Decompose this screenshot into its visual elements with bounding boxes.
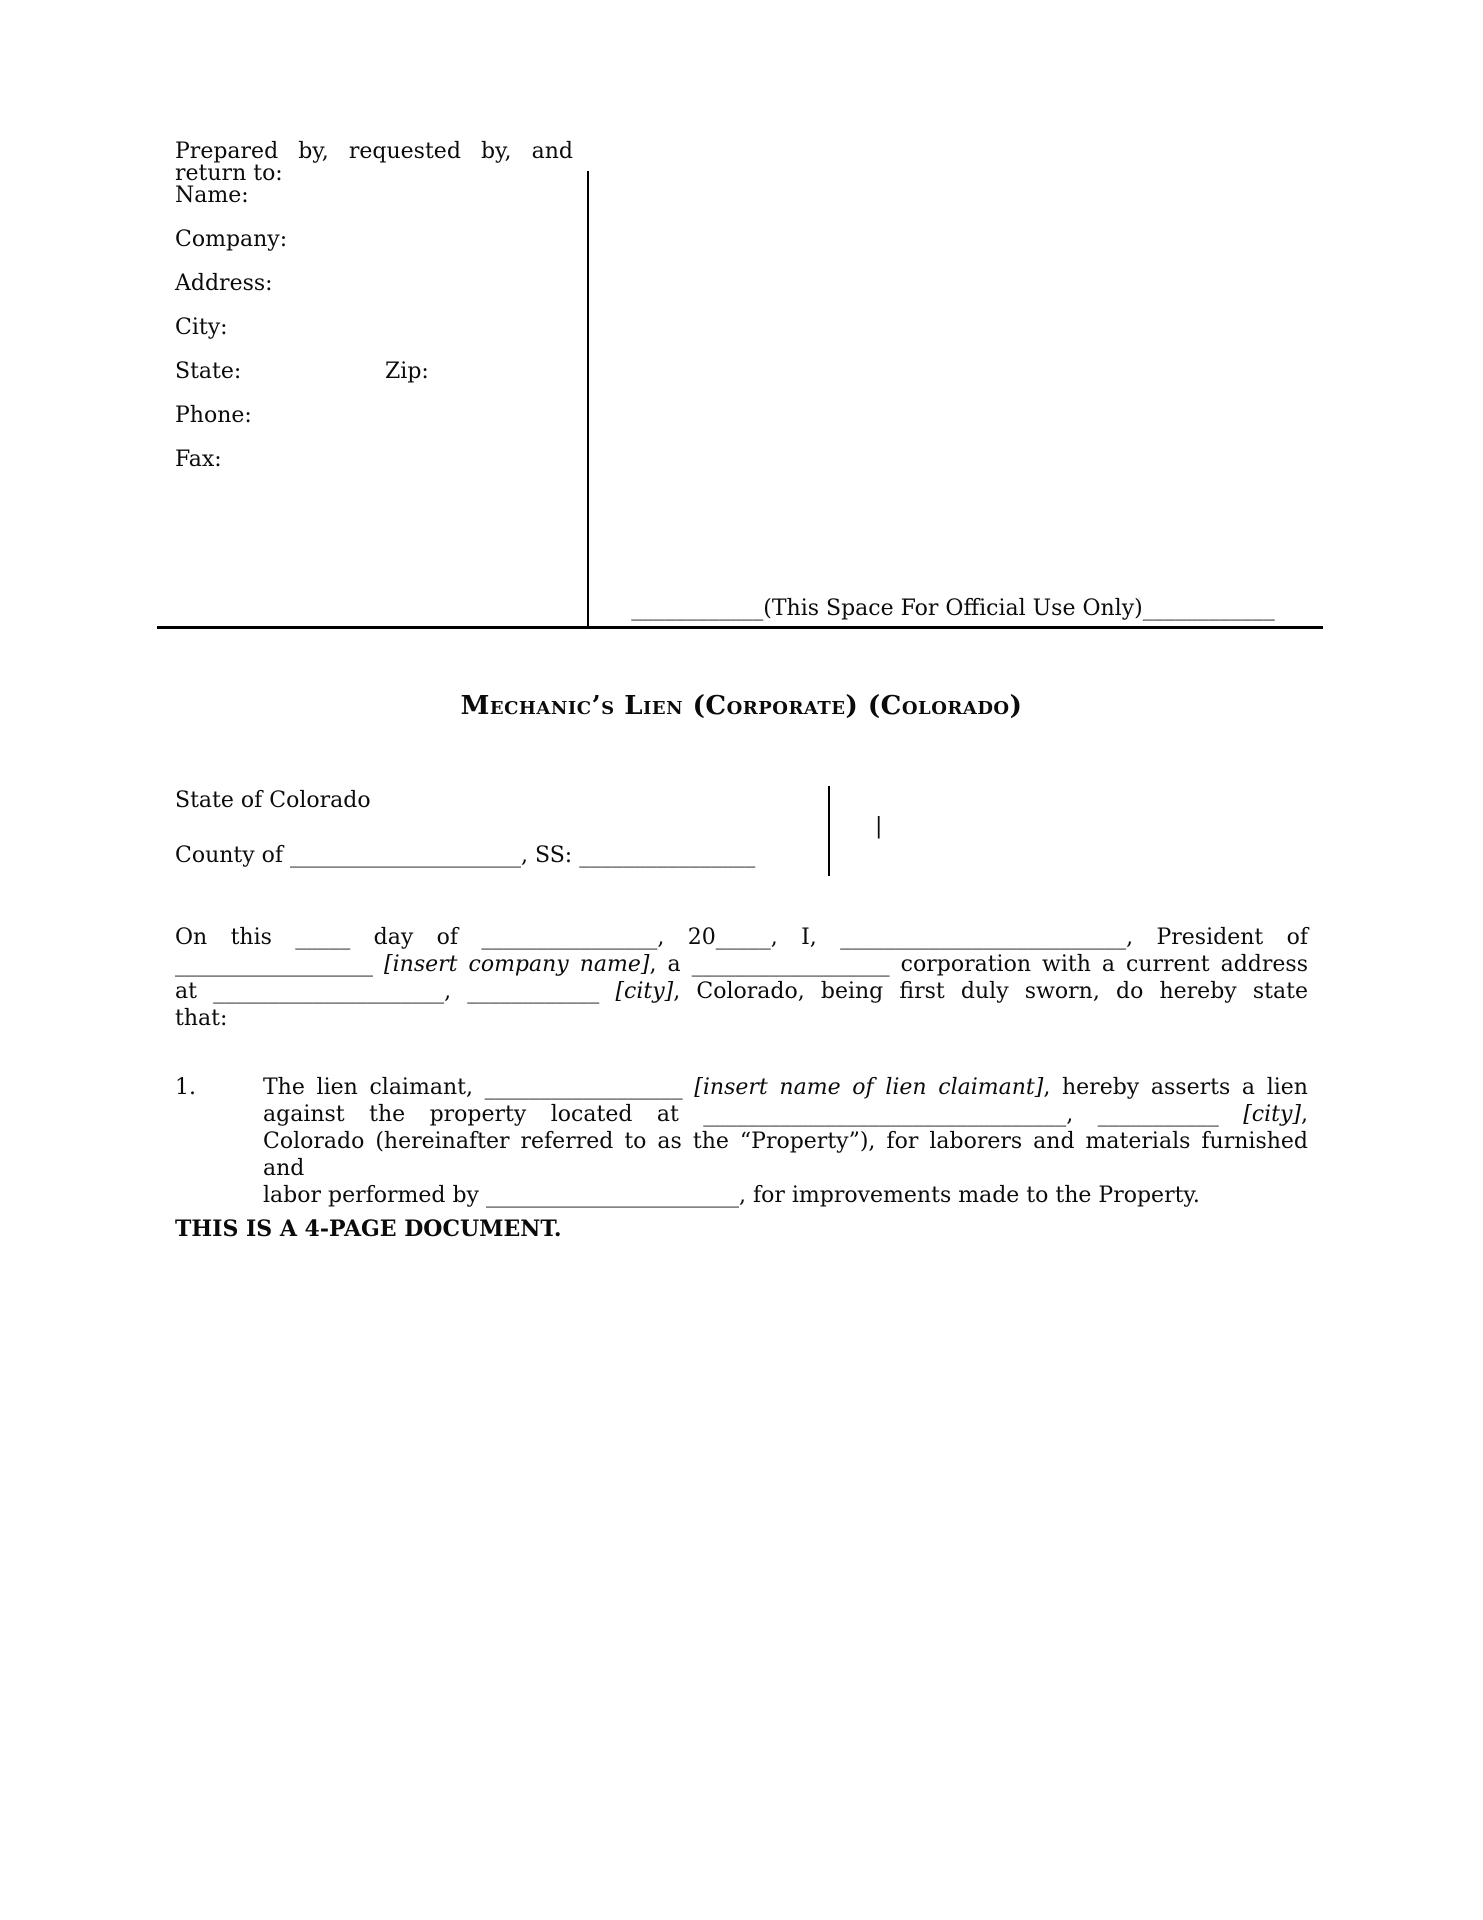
zip-label: Zip: — [385, 359, 429, 384]
spacer — [175, 383, 573, 405]
state-zip-line — [175, 361, 573, 383]
prepared-by-line1: Prepared by, requested by, and — [175, 139, 573, 164]
clause-line-4: labor performed by _______________________, for improvements made to the Property. — [263, 1183, 1200, 1208]
official-use-label: ____________(This Space For Official Use Only)____________ — [631, 596, 1275, 621]
clause-line-1-post: , hereby asserts a lien — [1043, 1075, 1308, 1100]
page-count-notice: THIS IS A 4-PAGE DOCUMENT. — [175, 1216, 562, 1242]
clause-line-1-pre: The lien claimant, __________________ — [263, 1075, 695, 1100]
oath-line-3-post: , Colorado, being first duly sworn, do hereby state — [673, 979, 1308, 1004]
clause-line-2-post: , — [1301, 1102, 1308, 1127]
document-title: Mechanic’s Lien (Corporate) (Colorado) — [460, 691, 1023, 721]
header-vertical-divider — [587, 171, 589, 627]
lien-clause-1 — [175, 1074, 1308, 1209]
county-ss-line: County of _____________________, SS: ________________ — [175, 843, 756, 868]
clause-number: 1. — [175, 1075, 196, 1100]
oath-line-3 — [175, 978, 1308, 1005]
spacer — [175, 427, 573, 449]
oath-line-2-post: , a __________________ corporation with a current address — [649, 952, 1309, 977]
city-label: City: — [175, 315, 228, 340]
oath-line-3-pre: at _____________________, ____________ — [175, 979, 616, 1004]
address-label: Address: — [175, 271, 273, 296]
oath-line-2 — [175, 951, 1308, 978]
phone-label: Phone: — [175, 403, 252, 428]
city-placeholder: [city] — [1243, 1102, 1301, 1127]
clause-body — [263, 1074, 1308, 1209]
spacer — [175, 251, 573, 273]
oath-line-4: that: — [175, 1006, 228, 1031]
spacer — [175, 339, 573, 361]
state-of-colorado-line: State of Colorado — [175, 788, 371, 813]
spacer — [175, 295, 573, 317]
name-label: Name: — [175, 183, 249, 208]
oath-line-1: On this _____ day of ________________, 20_____, I, __________________________, President of — [175, 925, 1308, 950]
clause-line-2 — [263, 1101, 1308, 1128]
prepared-by-block — [175, 141, 573, 471]
spacer — [175, 207, 573, 229]
clause-line-1 — [263, 1074, 1308, 1101]
oath-paragraph — [175, 924, 1308, 1032]
city-placeholder: [city] — [615, 979, 674, 1004]
oath-line-2-pre: __________________ — [175, 952, 385, 977]
insert-lien-claimant-placeholder: [insert name of lien claimant] — [694, 1075, 1044, 1100]
company-label: Company: — [175, 227, 288, 252]
clause-line-3: Colorado (hereinafter referred to as the “Property”), for laborers and materials furnished and — [263, 1129, 1308, 1181]
header-horizontal-rule — [157, 626, 1323, 629]
fax-label: Fax: — [175, 447, 222, 472]
insert-company-name-placeholder: [insert company name] — [384, 952, 650, 977]
state-label: State: — [175, 359, 242, 384]
venue-vertical-divider — [828, 786, 830, 876]
pipe-mark: | — [875, 814, 883, 839]
clause-line-2-pre: against the property located at _________________________________, ___________ — [263, 1102, 1244, 1127]
prepared-by-line2: return to: — [175, 161, 283, 186]
